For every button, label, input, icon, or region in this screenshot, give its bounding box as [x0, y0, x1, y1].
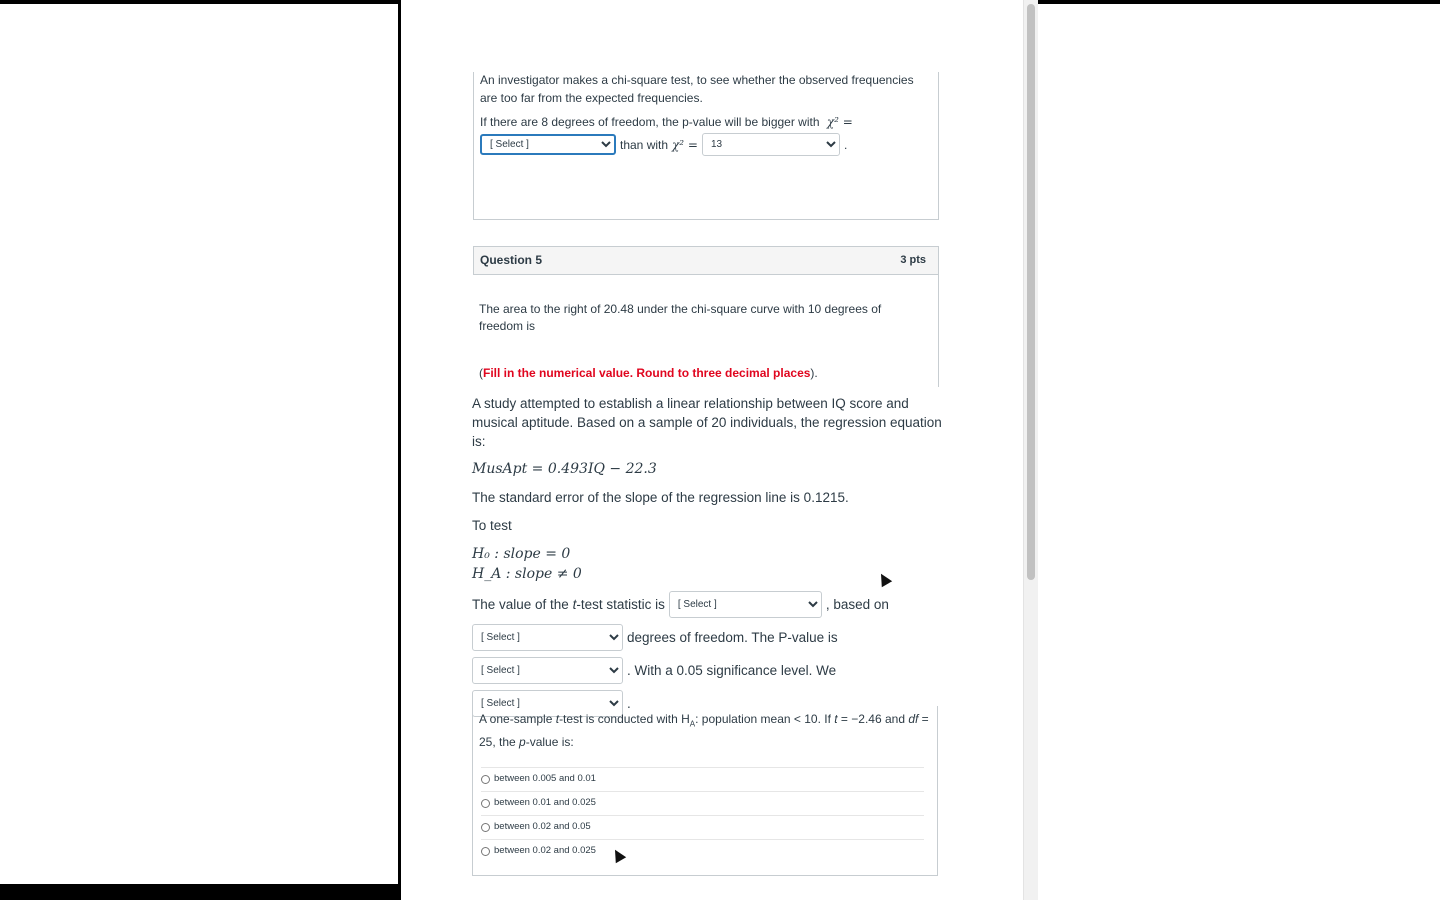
right-blank-panel	[1038, 4, 1440, 900]
answer-option[interactable]	[481, 839, 924, 864]
question-4-card	[473, 72, 939, 220]
null-hypothesis: H₀ : slope = 0	[472, 546, 571, 562]
answer-option[interactable]	[481, 791, 924, 816]
to-test-text: To test	[472, 518, 512, 533]
radio-button[interactable]	[481, 823, 490, 832]
question-4-blanks: [ Select ] than with χ² = 13 .	[480, 133, 925, 156]
answer-label: between 0.02 and 0.05	[494, 821, 591, 832]
question-5-body	[473, 275, 939, 387]
p-value-row: [ Select ] . With a 0.05 significance level. We	[472, 657, 942, 684]
regression-equation: MusApt = 0.493IQ − 22.3	[472, 461, 657, 477]
chi-square-symbol: χ² =	[826, 115, 853, 129]
question-5-header	[473, 246, 939, 275]
t-stat-row: The value of the t-test statistic is [ Select ] , based on	[472, 591, 942, 618]
left-blank-panel	[0, 4, 398, 884]
conclusion-row: [ Select ] .	[472, 690, 942, 717]
vertical-scrollbar[interactable]	[1023, 0, 1038, 900]
chi-value-select-2[interactable]	[702, 133, 840, 156]
standard-error-text: The standard error of the slope of the regression line is 0.1215.	[472, 490, 849, 505]
question-5-instruction: (Fill in the numerical value. Round to three decimal places).	[479, 366, 818, 380]
question-7-card	[472, 706, 938, 876]
t-statistic-select[interactable]	[669, 591, 822, 618]
answer-label: between 0.005 and 0.01	[494, 773, 596, 784]
degrees-of-freedom-select[interactable]	[472, 624, 623, 651]
p-value-select[interactable]	[472, 657, 623, 684]
answer-label: between 0.01 and 0.025	[494, 797, 596, 808]
question-6-body	[472, 394, 942, 717]
chi-square-symbol-2: χ² =	[672, 137, 698, 152]
question-5-prompt: The area to the right of 20.48 under the chi-square curve with 10 degrees of freedom is	[479, 302, 882, 333]
answer-option[interactable]	[481, 767, 924, 792]
scrollbar-thumb[interactable]	[1027, 4, 1035, 580]
radio-button[interactable]	[481, 799, 490, 808]
question-6-intro: A study attempted to establish a linear relationship between IQ score and musical aptitude. Based on a sample of 20 individuals, the regression equation is:	[472, 396, 942, 449]
radio-button[interactable]	[481, 775, 490, 784]
quiz-page	[401, 0, 1038, 900]
df-row: [ Select ] degrees of freedom. The P-value is	[472, 624, 942, 651]
answer-option[interactable]	[481, 815, 924, 840]
alternative-hypothesis: H_A : slope ≠ 0	[472, 566, 582, 582]
question-5-points: 3 pts	[900, 254, 926, 266]
answer-label: between 0.02 and 0.025	[494, 845, 596, 856]
chi-value-select-1[interactable]	[480, 134, 616, 155]
question-4-intro: An investigator makes a chi-square test, to see whether the observed frequencies are too far from the expected frequencies.	[480, 73, 914, 105]
question-4-prompt: If there are 8 degrees of freedom, the p-value will be bigger with χ² =	[480, 115, 853, 129]
question-5-title: Question 5	[480, 253, 543, 267]
radio-button[interactable]	[481, 847, 490, 856]
question-4-text	[480, 72, 925, 156]
question-7-prompt: A one-sample t-test is conducted with $H_A$: population mean < 10. If t = −2.46 and df = 25, the p-value is:	[479, 712, 929, 750]
